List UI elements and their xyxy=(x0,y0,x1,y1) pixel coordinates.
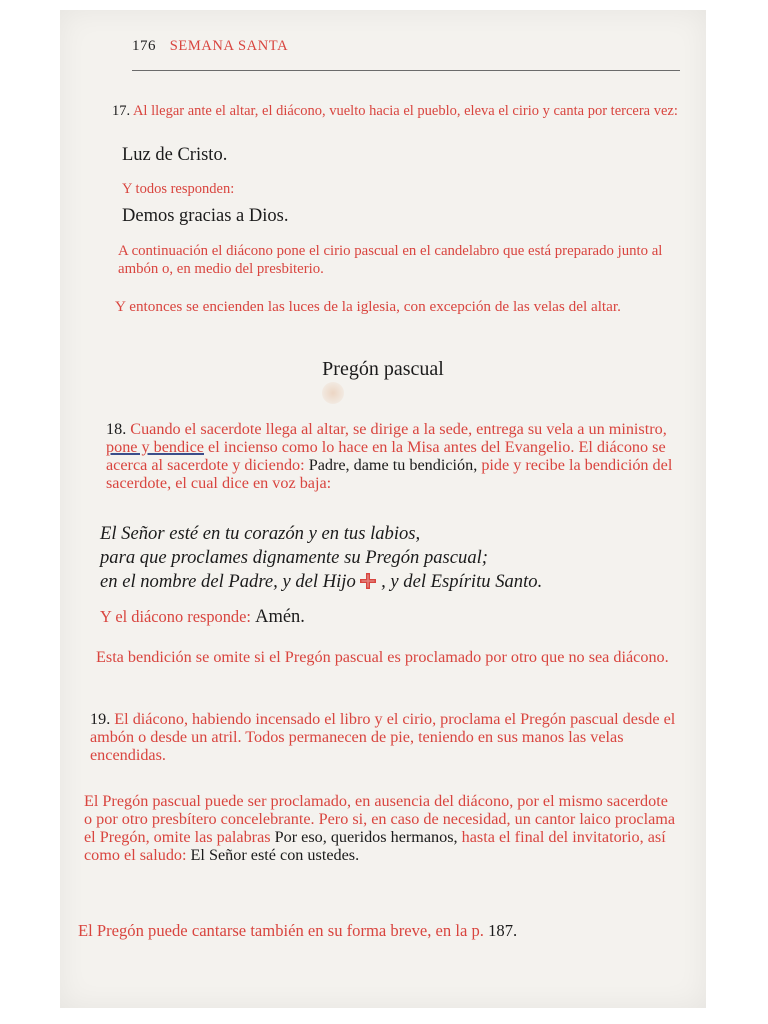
paragraph-number-19: 19. xyxy=(90,710,111,728)
deacon-response-line xyxy=(100,608,670,626)
deacon-rubric: Y el diácono responde: xyxy=(100,607,251,626)
blessing-line-2: para que proclames dignamente su Pregón pascual; xyxy=(100,547,488,568)
alternate-part-a: El Pregón pascual puede ser proclamado, en ausencia del diácono, por el mismo sacerdote o por otro presbítero concelebrante. Pero si, en caso de necesidad, un cantor laico proclama el Pregón, omite las palabras xyxy=(84,792,676,846)
paragraph-19-text: El diácono, habiendo incensado el libro y el cirio, proclama el Pregón pascual desde el ambón o desde un atril. Todos permanecen de pie, teniendo en sus manos las velas encendidas. xyxy=(90,710,676,764)
short-form-text: El Pregón puede cantarse también en su forma breve, en la p. xyxy=(78,921,484,940)
paragraph-number-18: 18. xyxy=(106,420,127,438)
amen-response: Amén. xyxy=(255,607,305,627)
blessing-omission-rubric: Esta bendición se omite si el Pregón pascual es proclamado por otro que no sea diácono. xyxy=(96,648,669,666)
rubric-all-respond: Y todos responden: xyxy=(122,181,235,197)
blessing-line-1: El Señor esté en tu corazón y en tus labios, xyxy=(100,523,421,544)
page-number: 176 xyxy=(132,38,156,54)
paragraph-19-alternate xyxy=(84,792,680,864)
paragraph-18-part-b: el incienso como lo hace en la Misa antes del Evangelio. El diácono se acerca al sacerdote y diciendo: xyxy=(106,438,666,474)
cross-icon xyxy=(360,573,376,589)
paragraph-18-part-a: Cuando el sacerdote llega al altar, se dirige a la sede, entrega su vela a un ministro, xyxy=(130,420,667,438)
greeting-quote: El Señor esté con ustedes. xyxy=(190,846,360,864)
section-title: Pregón pascual xyxy=(322,358,444,380)
response-thanks: Demos gracias a Dios. xyxy=(122,206,289,226)
chant-light-of-christ: Luz de Cristo. xyxy=(122,145,228,165)
invitatory-quote: Por eso, queridos hermanos, xyxy=(274,828,458,846)
book-page xyxy=(60,10,706,1008)
paragraph-number-17: 17. xyxy=(112,103,131,119)
page-stain xyxy=(322,382,344,404)
rubric-17 xyxy=(112,102,682,120)
rubric-lights: Y entonces se encienden las luces de la iglesia, con excepción de las velas del altar. xyxy=(115,298,621,315)
rubric-candle-placement: A continuación el diácono pone el cirio pascual en el candelabro que está preparado junto al ambón o, en medio del presbiterio. xyxy=(118,243,663,277)
page-reference: 187. xyxy=(488,921,518,940)
deacon-request-quote: Padre, dame tu bendición, xyxy=(308,456,478,474)
paragraph-18-part-c: pide y recibe la bendición del sacerdote, el cual dice en voz baja: xyxy=(106,456,673,492)
page-header xyxy=(132,38,680,71)
blessing-line-3 xyxy=(100,570,680,593)
blessing-line-3-a: en el nombre del Padre, y del Hijo xyxy=(100,571,356,592)
paragraph-18 xyxy=(106,420,682,492)
short-form-note xyxy=(78,922,680,940)
running-title: SEMANA SANTA xyxy=(169,38,289,54)
alternate-part-b: hasta el final del invitatorio, así como el saludo: xyxy=(84,828,666,864)
blessing-line-3-b: , y del Espíritu Santo. xyxy=(381,571,543,592)
rubric-17-text: Al llegar ante el altar, el diácono, vuelto hacia el pueblo, eleva el cirio y canta por tercera vez: xyxy=(132,103,678,119)
underlined-text: pone y bendice xyxy=(106,438,204,456)
paragraph-19 xyxy=(90,710,680,764)
